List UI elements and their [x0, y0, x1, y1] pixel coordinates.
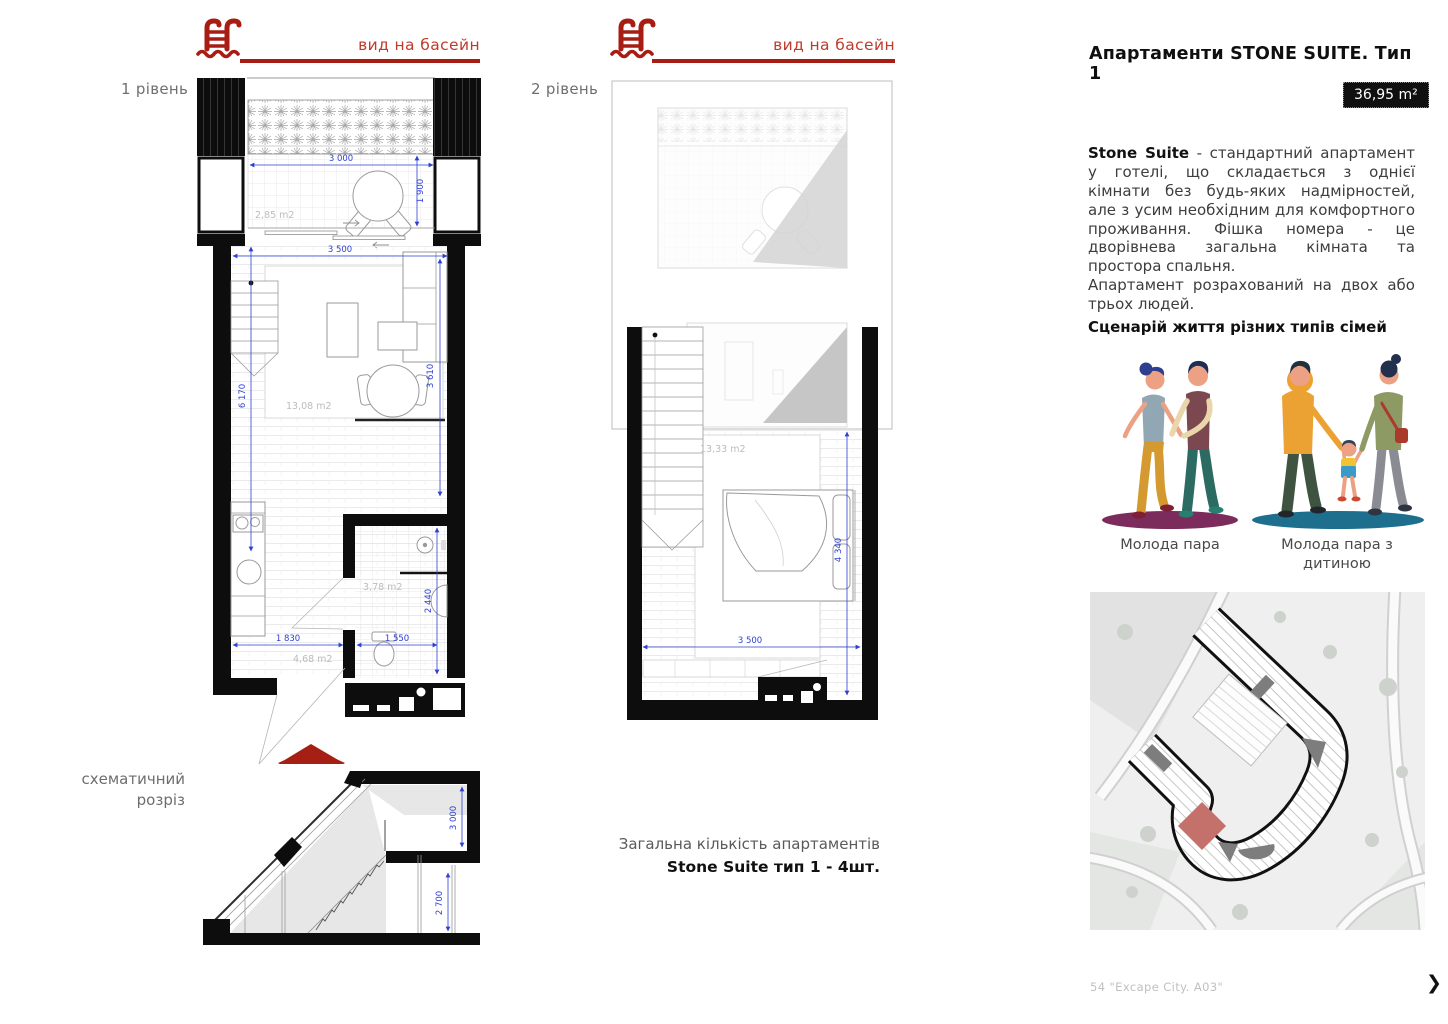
highlighted-units: [1190, 814, 1214, 838]
dim-hall-width: 1 830: [275, 634, 301, 644]
section-label-line1: схематичний: [81, 770, 185, 788]
father-figure: [1278, 361, 1342, 518]
area-living: 13,08 m2: [286, 401, 332, 412]
coffee-table: [327, 303, 358, 357]
dim-living-width: 3 500: [327, 245, 353, 255]
dim-bath-depth: 2 440: [424, 588, 434, 614]
kitchen-sink: [237, 560, 261, 584]
wing-wall-left: [197, 78, 245, 246]
dim-bath-width: 1 550: [384, 634, 410, 644]
apartment-count-summary: [580, 834, 880, 878]
dim-bedroom-depth: 4 340: [834, 537, 844, 563]
floor-plan-level-1: [193, 76, 485, 778]
description-lead: Stone Suite: [1088, 144, 1190, 162]
description-paragraph: [1088, 144, 1415, 314]
stairs: [642, 327, 703, 550]
man-figure: [1172, 361, 1224, 518]
next-page-arrow[interactable]: ❯: [1426, 972, 1442, 994]
kitchen: [231, 502, 265, 636]
level-1-label: 1 рівень: [121, 80, 189, 98]
caption-family: Молода пара з дитиною: [1281, 537, 1393, 572]
section-entry-triangle: [278, 748, 345, 763]
dim-bedroom-width: 3 500: [737, 636, 763, 646]
pool-header-line: [652, 59, 895, 63]
site-plan-map: [1090, 592, 1425, 930]
floor-plan-level-2: [605, 80, 897, 730]
summary-line1: Загальна кількість апартаментів: [618, 835, 880, 853]
dim-upper-height: 3 000: [449, 805, 459, 831]
section-label-line2: розріз: [136, 791, 185, 809]
young-couple-illustration: [1098, 346, 1248, 538]
level-2-label: 2 рівень: [531, 80, 599, 98]
area-badge: 36,95 m²: [1343, 82, 1429, 108]
scenario-title: Сценарій життя різних типів сімей: [1088, 318, 1387, 336]
side-table: [378, 322, 417, 350]
description-line2: Апартамент розрахований на двох або трьох людей.: [1088, 276, 1415, 314]
dim-terrace-width: 3 000: [328, 154, 354, 164]
void-view-terrace: [658, 108, 847, 268]
dim-total-depth: 6 170: [238, 383, 248, 409]
summary-line2: Stone Suite тип 1 - 4шт.: [666, 857, 880, 876]
family-with-child-illustration: [1248, 344, 1426, 538]
dim-terrace-depth: 1 900: [416, 178, 426, 204]
area-hall: 4,68 m2: [293, 654, 333, 665]
dim-living-depth: 3 610: [426, 363, 436, 389]
schematic-section: [190, 743, 490, 958]
page-title: Апартаменти STONE SUITE. Тип 1: [1089, 44, 1412, 84]
pool-header-line: [240, 59, 480, 63]
area-terrace: 2,85 m2: [255, 210, 295, 221]
description-body: - стандартний апартамент у готелі, що складається з однієї кімнати без будь-яких надмірностей, але з усим необхідним для комфортного проживання. Фішка номера - це дворівнева загальна кімната та простора спальня.: [1088, 144, 1415, 276]
mother-figure: [1362, 354, 1412, 516]
area-bath: 3,78 m2: [363, 582, 403, 593]
pool-view-caption-2: вид на басейн: [773, 36, 895, 54]
footer-page-label: 54 "Excape City. А03": [1090, 980, 1224, 994]
woman-figure: [1125, 363, 1181, 519]
crossbody-bag: [1395, 428, 1408, 443]
area-bedroom: 13,33 m2: [700, 444, 746, 455]
wing-wall-right: [433, 78, 481, 246]
pool-view-caption-1: вид на басейн: [358, 36, 480, 54]
pillow: [833, 495, 850, 540]
section-label: [60, 769, 185, 811]
dim-lower-height: 2 700: [435, 890, 445, 916]
caption-young-couple: Молода пара: [1120, 537, 1220, 553]
utility-block: [345, 683, 465, 717]
void-view-room: [687, 323, 847, 427]
